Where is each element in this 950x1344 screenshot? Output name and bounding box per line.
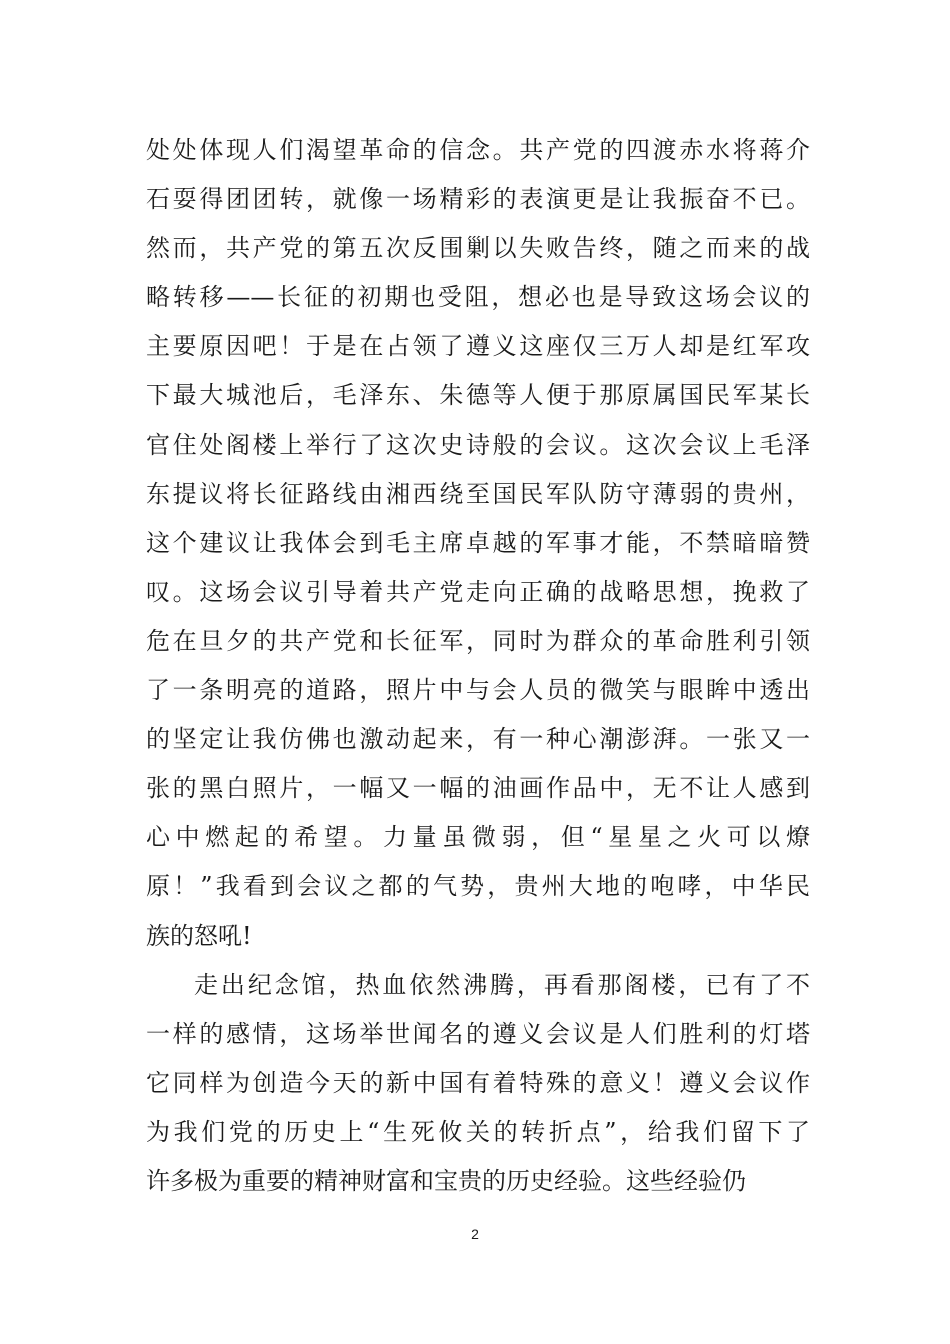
text-line: 原！”我看到会议之都的气势，贵州大地的咆哮，中华民 (146, 872, 810, 901)
text-line: 族的怒吼! (146, 921, 252, 950)
text-line: 张的黑白照片，一幅又一幅的油画作品中，无不让人感到 (146, 774, 810, 803)
text-line: 许多极为重要的精神财富和宝贵的历史经验。这些经验仍 (146, 1166, 746, 1195)
text-line: 石耍得团团转，就像一场精彩的表演更是让我振奋不已。 (146, 185, 810, 214)
text-line: 叹。这场会议引导着共产党走向正确的战略思想，挽救了 (146, 577, 810, 606)
text-line: 危在旦夕的共产党和长征军，同时为群众的革命胜利引领 (146, 626, 810, 655)
text-line: 这个建议让我体会到毛主席卓越的军事才能，不禁暗暗赞 (146, 528, 810, 557)
text-line: 一样的感情，这场举世闻名的遵义会议是人们胜利的灯塔 (146, 1019, 810, 1048)
body-text (146, 126, 810, 1206)
text-line: 然而，共产党的第五次反围剿以失败告终，随之而来的战 (146, 234, 810, 263)
text-line: 心中燃起的希望。力量虽微弱，但“星星之火可以燎 (146, 823, 810, 852)
text-line: 了一条明亮的道路，照片中与会人员的微笑与眼眸中透出 (146, 676, 810, 705)
text-line: 主要原因吧！于是在占领了遵义这座仅三万人却是红军攻 (146, 332, 810, 361)
text-line: 略转移——长征的初期也受阻，想必也是导致这场会议的 (146, 283, 810, 312)
paragraph (146, 126, 810, 961)
text-line: 东提议将长征路线由湘西绕至国民军队防守薄弱的贵州， (146, 479, 810, 508)
text-line: 官住处阁楼上举行了这次史诗般的会议。这次会议上毛泽 (146, 430, 810, 459)
page-number: 2 (471, 1226, 479, 1242)
text-line: 下最大城池后，毛泽东、朱德等人便于那原属国民军某长 (146, 381, 810, 410)
text-line: 为我们党的历史上“生死攸关的转折点”，给我们留下了 (146, 1117, 810, 1146)
paragraph (146, 961, 810, 1206)
text-line: 它同样为创造今天的新中国有着特殊的意义！遵义会议作 (146, 1068, 810, 1097)
text-line: 走出纪念馆，热血依然沸腾，再看那阁楼，已有了不 (194, 970, 810, 999)
text-line: 处处体现人们渴望革命的信念。共产党的四渡赤水将蒋介 (146, 136, 810, 164)
text-line: 的坚定让我仿佛也激动起来，有一种心潮澎湃。一张又一 (146, 725, 810, 754)
